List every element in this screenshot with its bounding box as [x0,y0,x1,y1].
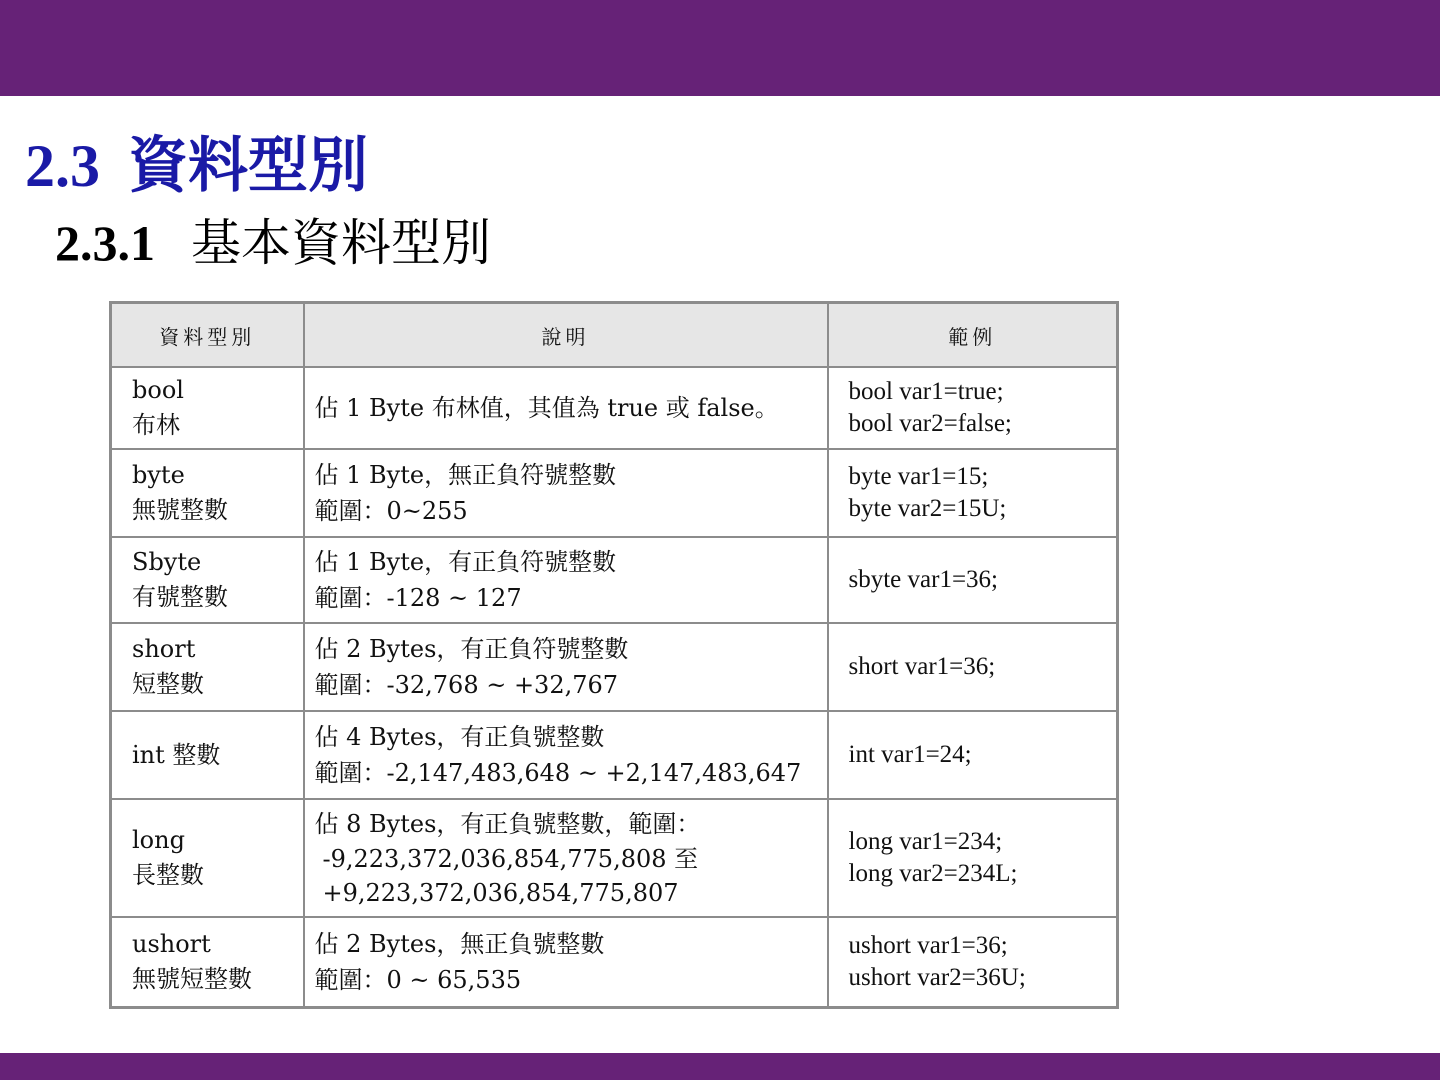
type-label: 有號整數 [132,583,228,611]
example-cell [828,799,1118,917]
example-line: byte var1=15; [848,463,989,490]
range-line: 範圍：-32,768 ~ +32,767 [314,671,619,699]
type-keyword: long [132,826,185,854]
example-cell [828,917,1118,1008]
table-row [111,449,1118,537]
description-line: 佔 1 Byte，無正負符號整數 [314,461,617,489]
example-cell [828,711,1118,799]
example-cell [828,623,1118,711]
example-line: ushort var2=36U; [848,964,1026,991]
header-type: 資料型別 [111,303,304,368]
table-row [111,623,1118,711]
type-cell [111,367,304,449]
example-cell [828,449,1118,537]
example-line: long var1=234; [848,828,1003,855]
table-row [111,537,1118,623]
table-row [111,917,1118,1008]
table-row [111,711,1118,799]
bottom-banner [0,1053,1440,1080]
type-label: 布林 [132,411,180,439]
description-cell [304,917,828,1008]
type-cell [111,623,304,711]
description-line: 佔 2 Bytes，有正負符號整數 [314,635,629,663]
header-description: 說明 [304,303,828,368]
description-cell [304,623,828,711]
range-line: -9,223,372,036,854,775,808 至 [322,845,699,873]
example-line: sbyte var1=36; [848,566,998,593]
type-cell [111,917,304,1008]
description-cell [304,799,828,917]
description-line: 佔 1 Byte，有正負符號整數 [314,548,617,576]
description-line: 佔 8 Bytes，有正負號整數，範圍： [314,810,701,838]
range-line: 範圍：0 ~ 65,535 [314,966,522,994]
example-line: long var2=234L; [848,860,1018,887]
description-cell [304,367,828,449]
table-header-row [111,303,1118,368]
type-keyword: Sbyte [132,548,202,576]
type-label: 無號整數 [132,496,228,524]
type-cell [111,799,304,917]
description-cell [304,711,828,799]
type-cell [111,537,304,623]
range-line: +9,223,372,036,854,775,807 [322,879,679,907]
example-line: short var1=36; [848,653,996,680]
example-line: bool var2=false; [848,410,1012,437]
type-keyword: ushort [132,930,211,958]
example-line: int var1=24; [848,741,972,768]
data-types-table [109,301,1119,1009]
type-keyword: byte [132,461,185,489]
type-label: 無號短整數 [132,965,252,993]
section-title-text: 資料型別 [128,133,368,199]
description-line: 佔 2 Bytes，無正負號整數 [314,930,605,958]
example-line: bool var1=true; [848,378,1004,405]
table-row [111,367,1118,449]
example-cell [828,367,1118,449]
type-label: 短整數 [132,670,204,698]
type-label: 長整數 [132,861,204,889]
type-keyword: bool [132,376,184,404]
description-line: 佔 1 Byte 布林值，其值為 true 或 false。 [314,394,779,422]
example-line: byte var2=15U; [848,495,1007,522]
type-keyword: short [132,635,196,663]
example-cell [828,537,1118,623]
section-number: 2.3 [25,133,100,199]
example-line: ushort var1=36; [848,932,1008,959]
description-cell [304,449,828,537]
type-keyword: int 整數 [132,740,221,769]
description-line: 佔 4 Bytes，有正負號整數 [314,723,605,751]
header-example: 範例 [828,303,1118,368]
section-title [25,126,368,206]
type-cell [111,449,304,537]
range-line: 範圍：-128 ~ 127 [314,584,522,612]
table-row [111,799,1118,917]
subsection-title [55,208,491,278]
subsection-number: 2.3.1 [55,215,155,271]
range-line: 範圍：0~255 [314,497,468,525]
subsection-title-text: 基本資料型別 [191,215,491,271]
description-cell [304,537,828,623]
range-line: 範圍：-2,147,483,648 ~ +2,147,483,647 [314,759,802,787]
type-cell [111,711,304,799]
top-banner [0,0,1440,96]
